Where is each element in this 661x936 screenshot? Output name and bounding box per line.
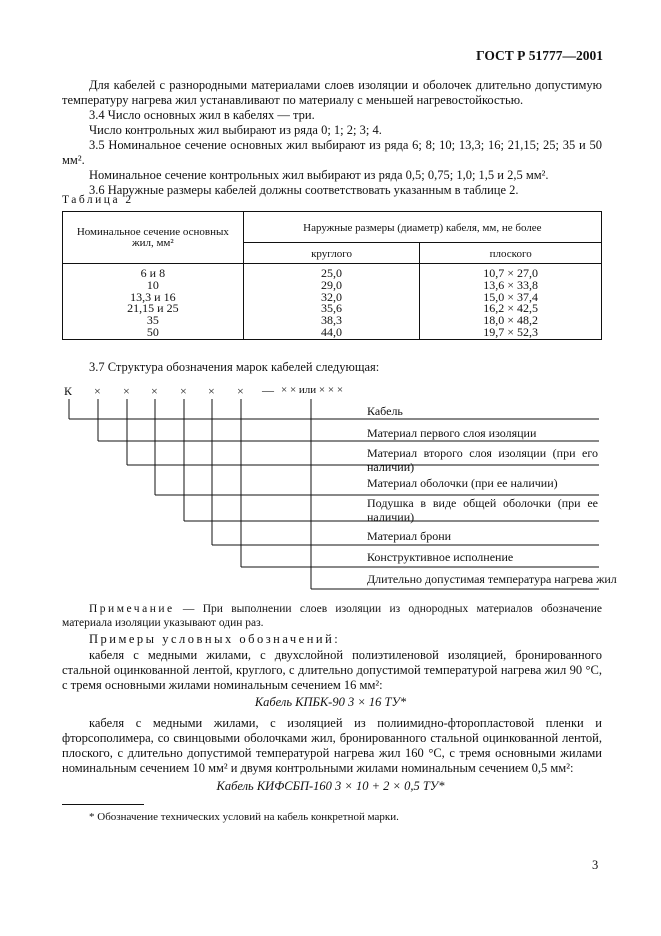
page-number: 3 bbox=[592, 858, 599, 872]
scheme-label-armour: Материал брони bbox=[367, 529, 452, 543]
example-1-description: кабеля с медными жилами, с двухслойной полиэтиленовой изоляцией, бронированного стальной оцинкованной лентой, круглого, с длительно допустимой температурой нагрева жил 90 °С, с тремя основными жилами номинальным сечением 16 мм²: bbox=[62, 648, 602, 692]
scheme-mark: × bbox=[151, 384, 158, 398]
table-cell: 38,3 bbox=[321, 313, 343, 328]
note-word: Примечание bbox=[89, 603, 175, 615]
scheme-label-pad: Подушка в виде общей оболочки (при ее наличии) bbox=[367, 496, 598, 524]
paragraph-control-cores: Число контрольных жил выбирают из ряда 0; 1; 2; 3; 4. bbox=[89, 123, 382, 137]
table-cell: 16,2 × 42,5 bbox=[483, 301, 539, 316]
paragraph-3-5: 3.5 Номинальное сечение основных жил выбирают из ряда 6; 8; 10; 13,3; 16; 21,15; 25; 35 и 50 мм². bbox=[62, 138, 602, 167]
example-2-description: кабеля с медными жилами, с изоляцией из полиимидно-фторопластовой пленки и фторсополимера, со свинцовыми оболочками жил, бронированного стальной оцинкованной лентой, плоского, с длительно допустимой температурой нагрева жил 160 °С, с тремя основными жилами номинальным сечением 10 мм² и двумя контрольными жилами номинальным сечением 0,5 мм²: bbox=[62, 716, 602, 775]
table-cell: 15,0 × 37,4 bbox=[483, 289, 539, 304]
table-cell: 6 и 8 bbox=[140, 266, 166, 280]
table-cell: 35,6 bbox=[321, 301, 343, 316]
table-caption: Таблица 2 bbox=[62, 194, 134, 206]
table-cell: 25,0 bbox=[321, 266, 343, 280]
note-text: — При выполнении слоев изоляции из однородных материалов обозначение материала изоляции указывают один раз. bbox=[62, 603, 602, 629]
table-subheader-flat: плоского bbox=[420, 243, 602, 264]
table-cell: 21,15 и 25 bbox=[127, 301, 179, 316]
paragraph-3-6: 3.6 Наружные размеры кабелей должны соответствовать указанным в таблице 2. bbox=[89, 183, 519, 197]
table-header-section: Номинальное сечение основных жил, мм² bbox=[63, 212, 244, 264]
table-cell: 10 bbox=[146, 277, 159, 292]
footnote-rule bbox=[62, 804, 144, 805]
table-cell: 29,0 bbox=[321, 277, 343, 292]
scheme-dash: — bbox=[262, 383, 274, 397]
table-cell: 32,0 bbox=[321, 289, 343, 304]
scheme-mark: × bbox=[208, 384, 215, 398]
scheme-label-sheath: Материал оболочки (при ее наличии) bbox=[367, 476, 558, 490]
footnote: * Обозначение технических условий на кабель конкретной марки. bbox=[89, 811, 399, 823]
paragraph-3-7: 3.7 Структура обозначения марок кабелей следующая: bbox=[89, 360, 380, 374]
scheme-tail: × × или × × × bbox=[281, 384, 344, 396]
scheme-mark: × bbox=[180, 384, 187, 398]
table-cell: 50 bbox=[146, 324, 159, 339]
scheme-label-insulation-2: Материал второго слоя изоляции (при его наличии) bbox=[367, 446, 598, 474]
examples-heading: Примеры условных обозначений: bbox=[89, 632, 341, 646]
scheme-label-cable: Кабель bbox=[367, 404, 403, 418]
scheme-mark: × bbox=[94, 384, 101, 398]
scheme-letter-k: К bbox=[64, 384, 73, 398]
table-cell: 13,3 и 16 bbox=[130, 289, 176, 304]
standard-designation: ГОСТ Р 51777—2001 bbox=[476, 48, 603, 63]
table-cell: 19,7 × 52,3 bbox=[483, 324, 539, 339]
table-cell: 44,0 bbox=[321, 324, 343, 339]
paragraph-3-4: 3.4 Число основных жил в кабелях — три. bbox=[89, 108, 315, 122]
table-cell: 18,0 × 48,2 bbox=[483, 313, 539, 328]
table-cell: 13,6 × 33,8 bbox=[483, 277, 539, 292]
scheme-mark: × bbox=[123, 384, 130, 398]
paragraph-heat-resistance: Для кабелей с разнородными материалами слоев изоляции и оболочек длительно допустимую температуру нагрева жил устанавливают по материалу с меньшей нагревостойкостью. bbox=[62, 78, 602, 107]
table-header-dimensions: Наружные размеры (диаметр) кабеля, мм, не более bbox=[243, 212, 601, 243]
example-1-designation: Кабель КПБК-90 3 × 16 ТУ* bbox=[254, 695, 407, 709]
scheme-label-insulation-1: Материал первого слоя изоляции bbox=[367, 426, 537, 440]
scheme-label-temperature: Длительно допустимая температура нагрева жил bbox=[367, 572, 617, 586]
note bbox=[62, 602, 602, 630]
scheme-label-construction: Конструктивное исполнение bbox=[367, 550, 514, 564]
table-cell: 35 bbox=[146, 313, 159, 328]
example-2-designation: Кабель КИФСБП-160 3 × 10 + 2 × 0,5 ТУ* bbox=[216, 779, 445, 793]
paragraph-control-section: Номинальное сечение контрольных жил выбирают из ряда 0,5; 0,75; 1,0; 1,5 и 2,5 мм². bbox=[89, 168, 549, 182]
table-cell: 10,7 × 27,0 bbox=[483, 266, 539, 280]
table-subheader-round: круглого bbox=[243, 243, 420, 264]
scheme-mark: × bbox=[237, 384, 244, 398]
